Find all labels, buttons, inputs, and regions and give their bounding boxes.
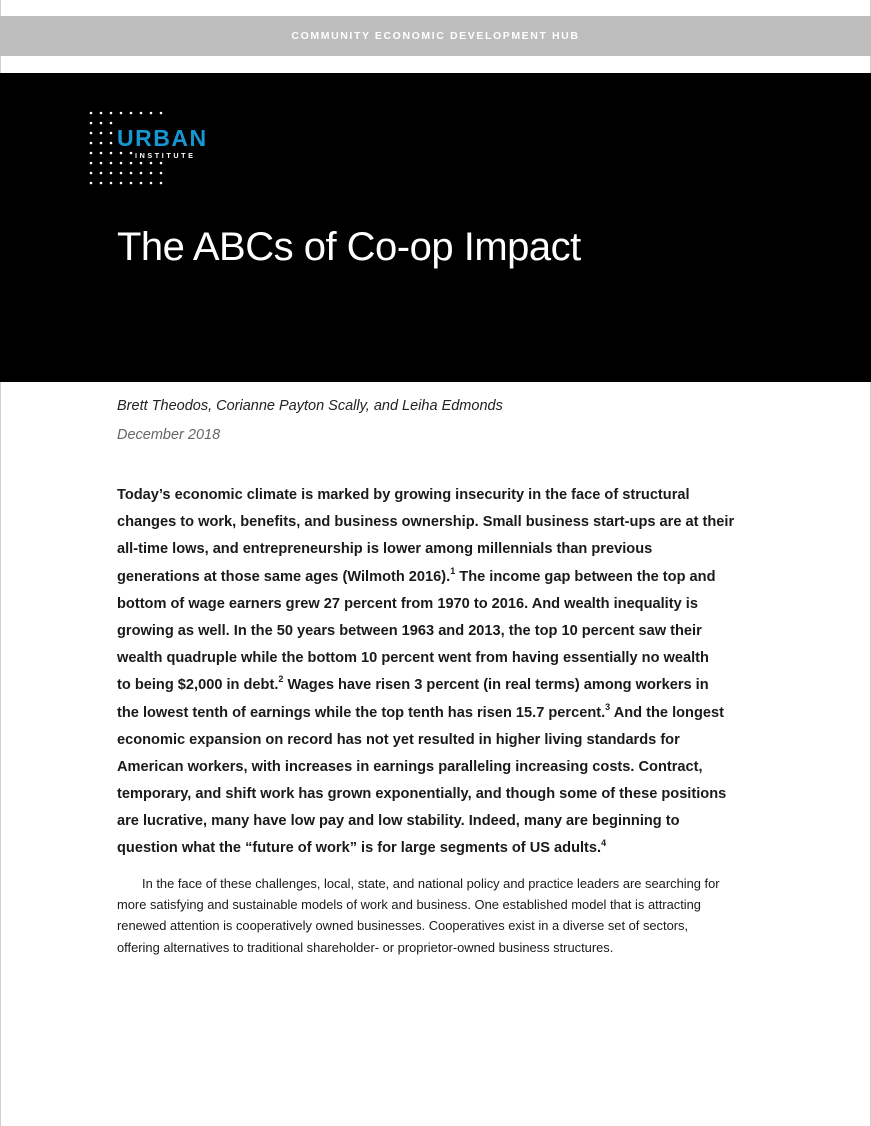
footnote-marker: 4 bbox=[601, 837, 607, 848]
body-paragraph bbox=[117, 873, 777, 958]
lead-line: are lucrative, many have low pay and low stability. Indeed, many are beginning to bbox=[117, 813, 680, 830]
lead-line bbox=[117, 700, 767, 727]
lead-line: wealth quadruple while the bottom 10 percent went from having essentially no wealth bbox=[117, 650, 709, 667]
hub-header-text: COMMUNITY ECONOMIC DEVELOPMENT HUB bbox=[291, 30, 580, 42]
lead-line-text: the lowest tenth of earnings while the top tenth has risen 15.7 percent. bbox=[117, 704, 606, 721]
body-line: offering alternatives to traditional shareholder- or proprietor-owned business structures. bbox=[117, 939, 614, 955]
lead-line: bottom of wage earners grew 27 percent from 1970 to 2016. And wealth inequality is bbox=[117, 595, 698, 612]
body-line: renewed attention is cooperatively owned businesses. Cooperatives exist in a diverse set of sectors, bbox=[117, 918, 689, 934]
lead-line bbox=[117, 672, 767, 699]
lead-line: American workers, with increases in earnings paralleling increasing costs. Contract, bbox=[117, 758, 703, 775]
author-line: Brett Theodos, Corianne Payton Scally, and Leiha Edmonds bbox=[117, 398, 503, 414]
hub-header-band bbox=[0, 16, 871, 56]
body-line: In the face of these challenges, local, state, and national policy and practice leaders are searching for bbox=[142, 876, 720, 891]
lead-line-text: And the longest bbox=[610, 704, 724, 721]
lead-line: changes to work, benefits, and business ownership. Small business start-ups are at their bbox=[117, 514, 735, 531]
footnote-marker: 3 bbox=[605, 701, 611, 712]
lead-line: economic expansion on record has not yet resulted in higher living standards for bbox=[117, 731, 680, 748]
publication-date: December 2018 bbox=[117, 427, 221, 443]
lead-line: growing as well. In the 50 years between 1963 and 2013, the top 10 percent saw their bbox=[117, 622, 702, 639]
footnote-marker: 2 bbox=[278, 674, 284, 685]
lead-line: all-time lows, and entrepreneurship is lower among millennials than previous bbox=[117, 541, 653, 558]
footnote-marker: 1 bbox=[450, 565, 456, 576]
logo-wordmark: URBAN bbox=[117, 125, 208, 151]
urban-institute-logo bbox=[89, 111, 239, 193]
lead-line bbox=[117, 564, 767, 591]
logo-subtitle: INSTITUTE bbox=[135, 151, 196, 160]
lead-line bbox=[117, 835, 767, 862]
lead-line-text: generations at those same ages (Wilmoth 2016). bbox=[117, 568, 451, 585]
body-line: more satisfying and sustainable models of work and business. One established model that is attracting bbox=[117, 897, 701, 913]
lead-line-text: to being $2,000 in debt. bbox=[117, 677, 279, 694]
lead-line: temporary, and shift work has grown exponentially, and though some of these positions bbox=[117, 786, 727, 803]
lead-line-text: The income gap between the top and bbox=[455, 568, 716, 585]
document-title: The ABCs of Co-op Impact bbox=[117, 225, 581, 269]
lead-line-text: Wages have risen 3 percent (in real terms) among workers in bbox=[283, 677, 709, 694]
lead-line-text: question what the “future of work” is for large segments of US adults. bbox=[117, 840, 602, 857]
lead-line: Today’s economic climate is marked by growing insecurity in the face of structural bbox=[117, 487, 690, 503]
lead-paragraph bbox=[117, 482, 767, 863]
